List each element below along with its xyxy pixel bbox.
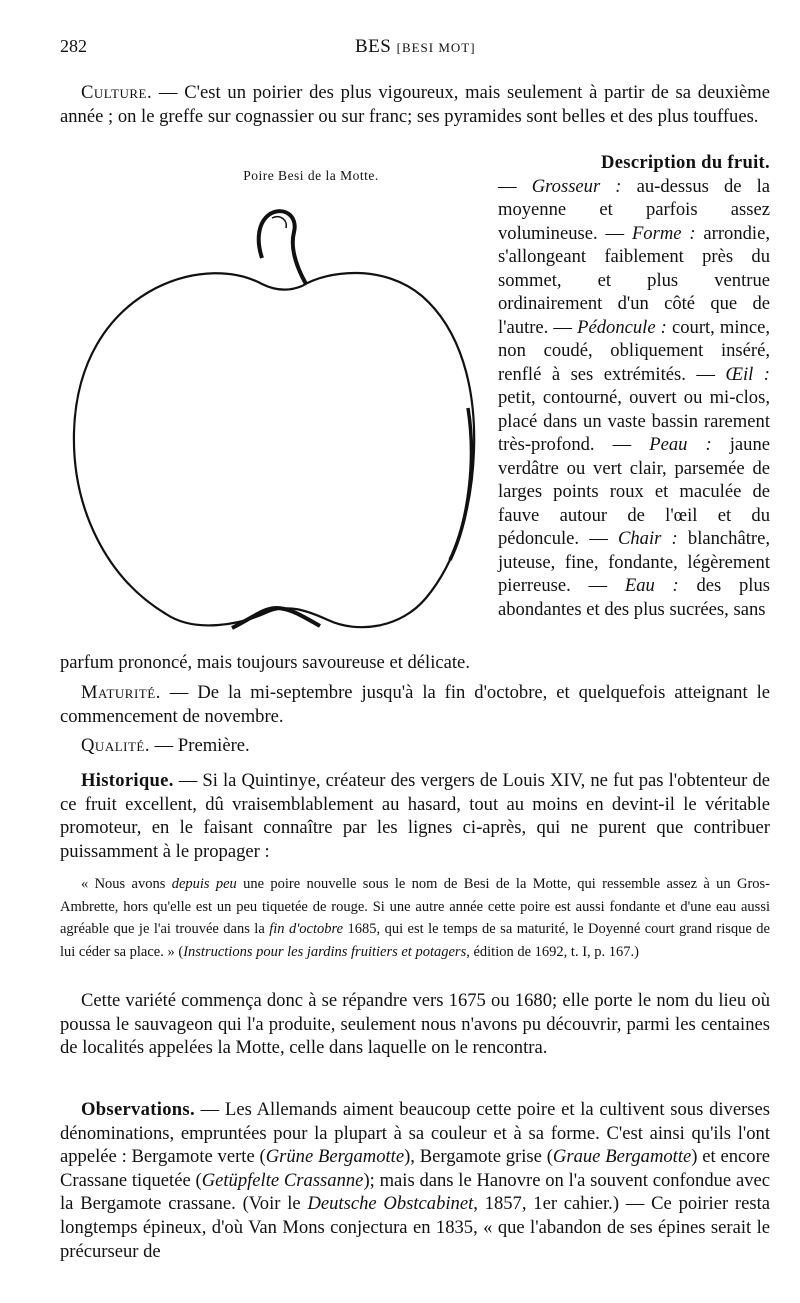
qualite-text: — Première. bbox=[150, 735, 250, 756]
observations-text-2: ), Bergamote grise ( bbox=[404, 1146, 553, 1168]
maturite-paragraph bbox=[60, 681, 770, 728]
eau-text: des plus abondantes et des plus sucrées, sans bbox=[498, 575, 771, 620]
oeil-text: petit, contourné, ouvert ou mi-clos, placé dans un vaste bassin rarement très-profond. — bbox=[498, 387, 770, 455]
grosseur-text: au-dessus de la moyenne et parfois assez volumineuse. — bbox=[498, 175, 771, 244]
pear-figure bbox=[66, 168, 486, 648]
running-title-sub: [BESI MOT] bbox=[396, 40, 476, 55]
quote-text-4: , édition de 1692, t. I, p. 167.) bbox=[466, 943, 639, 960]
observations-italic-1: Grüne Bergamotte bbox=[265, 1146, 405, 1168]
peau-label: Peau : bbox=[649, 434, 712, 455]
pear-outline-illustration bbox=[66, 188, 486, 638]
quote-text-2: une poire nouvelle sous le nom de Besi de la Motte, qui ressemble assez à un Gros-Ambrette, hors qu'elle est un peu tiquetée de rouge. Si une autre année cette poire est aussi fondante et d'une eau aussi agréable que je l'ai trouvée dans la bbox=[60, 876, 770, 937]
grosseur-label: Grosseur : bbox=[531, 175, 622, 197]
forme-label: Forme : bbox=[631, 222, 696, 244]
observations-text-5: , 1857, 1er cahier.) — Ce poirier resta longtemps épineux, d'où Van Mons conjectura en 1835, « que l'abandon de ses épines serait le précurseur de bbox=[60, 1193, 771, 1262]
historique-paragraph bbox=[60, 769, 770, 863]
observations-italic-3: Getüpfelte Crassanne bbox=[201, 1169, 364, 1191]
observations-text-1: — Les Allemands aiment beaucoup cette poire et la cultivent sous diverses dénominations, empruntées pour la plupart à sa couleur et à sa forme. C'est ainsi qu'ils l'ont appelée : Bergamote verte ( bbox=[60, 1099, 770, 1168]
oeil-label: Œil : bbox=[725, 363, 770, 385]
culture-text: — C'est un poirier des plus vigoureux, mais seulement à partir de sa deuxième année ; on le greffe sur cognassier ou sur franc; ses pyramides sont belles et des plus touffues. bbox=[60, 82, 770, 127]
eau-label: Eau : bbox=[624, 575, 679, 596]
maturite-label: Maturité. bbox=[81, 682, 161, 703]
running-title-main: BES bbox=[355, 36, 392, 57]
figure-caption: Poire Besi de la Motte. bbox=[243, 168, 379, 183]
description-continuation: parfum prononcé, mais toujours savoureuse et délicate. bbox=[60, 652, 470, 673]
description-heading: Description du fruit. bbox=[601, 152, 770, 173]
description-column: Description du fruit. — Grosseur : au-dessus de la moyenne et parfois assez volumineuse. — Forme : arrondie, s'allongeant faiblement près du sommet, et plus ventrue ordinairement d'un côté que de l'autre. — Pédoncule : court, mince, non coudé, obliquement inséré, renflé à ses extrémités. — Œil : petit, contourné, ouvert ou mi-clos, placé dans un vaste bassin rarement très-profond. — Peau : jaune verdâtre ou vert clair, parsemée de larges points roux et maculée de fauve autour de l'œil et du pédoncule. — Chair : blanchâtre, juteuse, fine, fondante, légèrement pierreuse. — Eau : des plus abondantes et des plus sucrées, sans bbox=[498, 152, 771, 620]
quote-italic-2: fin d'octobre bbox=[269, 921, 344, 937]
observations-text-3: ) et encore Crassane tiquetée ( bbox=[60, 1146, 771, 1191]
quote-text-1: « Nous avons bbox=[81, 876, 172, 892]
peau-text: jaune verdâtre ou vert clair, parsemée de larges points roux et maculée de fauve autour de l'œil et du pédoncule. — bbox=[498, 434, 771, 549]
quote-text-3: 1685, qui est le temps de sa maturité, le Doyenné court grand risque de lui céder sa place. » ( bbox=[60, 921, 770, 960]
quotation-block bbox=[60, 873, 770, 963]
pedoncule-text: court, mince, non coudé, obliquement inséré, renflé à ses extrémités. — bbox=[498, 316, 770, 385]
historique-text: — Si la Quintinye, créateur des vergers de Louis XIV, ne fut pas l'obtenteur de ce fruit excellent, dû vraisemblablement au hasard, tout au moins en devint-il le véritable promoteur, en le faisant connaître par les lignes ci-après, qui ne purent que contribuer puissamment à le propager : bbox=[60, 770, 770, 862]
forme-text: arrondie, s'allongeant faiblement près du sommet, et plus ventrue ordinairement d'un côté que de l'autre. — bbox=[498, 222, 770, 338]
observations-paragraph bbox=[60, 1098, 770, 1263]
running-title bbox=[355, 36, 476, 58]
historique-label: Historique. bbox=[81, 770, 174, 791]
culture-label: Culture. bbox=[81, 82, 153, 103]
quote-italic-1: depuis peu bbox=[171, 876, 237, 892]
chair-label: Chair : bbox=[617, 528, 678, 549]
observations-text-4: ); mais dans le Hanovre on l'a souvent confondue avec la Bergamote crassane. (Voir le bbox=[60, 1169, 770, 1215]
qualite-label: Qualité. bbox=[81, 735, 151, 756]
observations-italic-2: Graue Bergamotte bbox=[552, 1146, 692, 1168]
culture-paragraph bbox=[60, 81, 770, 128]
quote-source-title: Instructions pour les jardins fruitiers et potagers bbox=[183, 943, 467, 960]
qualite-paragraph bbox=[60, 734, 770, 758]
page-number: 282 bbox=[60, 36, 87, 56]
maturite-text: — De la mi-septembre jusqu'à la fin d'octobre, et quelquefois atteignant le commencement de novembre. bbox=[60, 682, 770, 727]
variete-paragraph: Cette variété commença donc à se répandre vers 1675 ou 1680; elle porte le nom du lieu où poussa le sauvageon qui l'a produite, seulement nous n'avons pu découvrir, parmi les centaines de localités appelées la Motte, celle dans laquelle on le rencontra. bbox=[60, 990, 770, 1059]
pedoncule-label: Pédoncule : bbox=[577, 316, 667, 338]
chair-text: blanchâtre, juteuse, fine, fondante, légèrement pierreuse. — bbox=[498, 528, 770, 596]
page-header bbox=[60, 36, 770, 64]
observations-label: Observations. bbox=[81, 1099, 195, 1120]
observations-italic-4: Deutsche Obstcabinet bbox=[307, 1193, 474, 1215]
